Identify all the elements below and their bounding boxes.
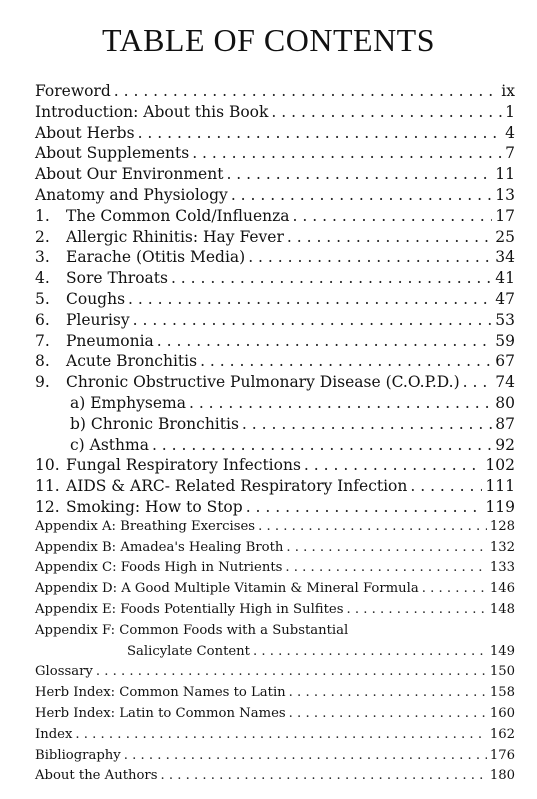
toc-entry-page-number: 133 xyxy=(489,560,515,576)
toc-entry-title: About Herbs xyxy=(35,123,135,142)
toc-entry-title: The Common Cold/Influenza xyxy=(66,206,290,225)
toc-entry-page-number: 158 xyxy=(489,685,515,701)
toc-entry-title: Earache (Otitis Media) xyxy=(66,248,246,267)
toc-entry-page-number: 41 xyxy=(495,269,515,288)
toc-entry xyxy=(35,436,515,457)
toc-entry-title: Chronic Obstructive Pulmonary Disease (C.O.P.D.) xyxy=(66,373,460,392)
toc-entry-title: Coughs xyxy=(66,289,126,308)
toc-entry xyxy=(35,332,515,353)
toc-entry-number: 7. xyxy=(35,331,50,350)
toc-entry-title: c) Asthma xyxy=(70,435,149,454)
toc-entry-title: Bibliography xyxy=(35,747,121,763)
toc-entry-page-number: 17 xyxy=(495,206,515,225)
toc-entry-title: Acute Bronchitis xyxy=(66,352,198,371)
toc-entry-page-number: 80 xyxy=(495,393,515,412)
toc-entry xyxy=(35,498,515,519)
dot-leader xyxy=(289,706,487,721)
toc-entry-number: 2. xyxy=(35,227,50,246)
toc-entry-number: 10. xyxy=(35,456,60,475)
dot-leader xyxy=(75,727,486,742)
toc-entry-number: 4. xyxy=(35,269,50,288)
toc-entry-page-number: 148 xyxy=(489,601,515,617)
toc-entry-title: Smoking: How to Stop xyxy=(66,497,243,516)
dot-leader xyxy=(192,144,502,162)
toc-entry xyxy=(35,124,515,145)
toc-entry xyxy=(35,415,515,436)
toc-entry xyxy=(35,685,515,706)
toc-entry-number: 8. xyxy=(35,352,50,371)
dot-leader xyxy=(152,436,492,454)
dot-leader xyxy=(96,664,487,679)
toc-entry-page-number: 4 xyxy=(505,123,515,142)
toc-entry xyxy=(35,103,515,124)
toc-entry xyxy=(35,644,515,665)
toc-entry xyxy=(35,144,515,165)
toc-entry-title: Allergic Rhinitis: Hay Fever xyxy=(66,227,284,246)
toc-entry-page-number: 149 xyxy=(489,643,515,659)
toc-entry-title: Appendix D: A Good Multiple Vitamin & Mineral Formula xyxy=(35,581,419,597)
toc-entry xyxy=(35,560,515,581)
toc-entry-page-number: 128 xyxy=(489,518,515,534)
toc-entry xyxy=(35,540,515,561)
dot-leader xyxy=(128,290,492,308)
toc-entry xyxy=(35,186,515,207)
toc-entry-page-number: 180 xyxy=(489,768,515,784)
dot-leader xyxy=(246,498,483,516)
toc-entry xyxy=(35,290,515,311)
dot-leader xyxy=(289,685,487,700)
toc-entry-title: About Supplements xyxy=(35,144,190,163)
toc-entry-page-number: 53 xyxy=(495,310,515,329)
toc-entry xyxy=(35,519,515,540)
dot-leader xyxy=(133,311,493,329)
toc-entry-number: 6. xyxy=(35,310,50,329)
dot-leader xyxy=(124,748,487,763)
toc-entry xyxy=(35,706,515,727)
toc-entry-page-number: 162 xyxy=(489,726,515,742)
toc-entry xyxy=(35,248,515,269)
toc-entry xyxy=(35,664,515,685)
dot-leader xyxy=(138,124,503,142)
toc-entry xyxy=(35,581,515,602)
toc-entry-title: Pleurisy xyxy=(66,310,130,329)
dot-leader xyxy=(346,602,486,617)
toc-entry-title: Appendix C: Foods High in Nutrients xyxy=(35,560,283,576)
toc-entry-title: Anatomy and Physiology xyxy=(35,185,228,204)
dot-leader xyxy=(422,581,487,596)
toc-entry-page-number: 119 xyxy=(485,497,515,516)
toc-entry xyxy=(35,82,515,103)
toc-entry xyxy=(35,207,515,228)
dot-leader xyxy=(161,768,487,783)
dot-leader xyxy=(293,207,493,225)
toc-entry xyxy=(35,165,515,186)
toc-entry xyxy=(35,269,515,290)
page-title: TABLE OF CONTENTS xyxy=(101,22,436,58)
toc-entry-page-number: 150 xyxy=(489,664,515,680)
toc-entry-title: Index xyxy=(35,726,73,742)
toc-entry-title: Introduction: About this Book xyxy=(35,102,269,121)
dot-leader xyxy=(271,103,502,121)
toc-entry-page-number: ix xyxy=(501,82,515,100)
toc-entry-title: Appendix B: Amadea's Healing Broth xyxy=(35,539,284,555)
toc-entry xyxy=(35,228,515,249)
toc-entry-page-number: 74 xyxy=(495,373,515,392)
toc-entry xyxy=(35,311,515,332)
toc-entry-number: 12. xyxy=(35,497,60,516)
toc-entry-page-number: 47 xyxy=(495,289,515,308)
toc-entry xyxy=(35,727,515,748)
dot-leader xyxy=(286,540,486,555)
dot-leader xyxy=(258,519,487,534)
dot-leader xyxy=(253,644,487,659)
dot-leader xyxy=(242,415,492,433)
dot-leader xyxy=(157,332,492,350)
toc-entry-title: Sore Throats xyxy=(66,269,168,288)
toc-entry-page-number: 132 xyxy=(489,539,515,555)
dot-leader xyxy=(189,394,492,412)
toc-entry xyxy=(35,623,515,644)
toc-entry-title: Pneumonia xyxy=(66,331,154,350)
toc-entry-title: Foreword xyxy=(35,82,111,100)
toc-entry-page-number: 13 xyxy=(495,185,515,204)
toc-entry-title: Herb Index: Latin to Common Names xyxy=(35,705,286,721)
toc-entry xyxy=(35,748,515,769)
toc-entry-title: Herb Index: Common Names to Latin xyxy=(35,685,286,701)
toc-entry-title: Appendix E: Foods Potentially High in Sulfites xyxy=(35,601,344,617)
toc-entry-number: 9. xyxy=(35,373,50,392)
toc-entry xyxy=(35,352,515,373)
toc-entry-title: Glossary xyxy=(35,664,93,680)
toc-entry-title: Salicylate Content xyxy=(127,643,250,659)
dot-leader xyxy=(171,269,492,287)
toc-entry-page-number: 92 xyxy=(495,435,515,454)
toc-entry-title: About Our Environment xyxy=(35,165,224,184)
toc-entry-title: Appendix A: Breathing Exercises xyxy=(35,518,256,534)
toc-entry-page-number: 34 xyxy=(495,248,515,267)
toc-entry-number: 3. xyxy=(35,248,50,267)
toc-entry-page-number: 160 xyxy=(489,705,515,721)
toc-entry xyxy=(35,456,515,477)
toc-entry-title: b) Chronic Bronchitis xyxy=(70,414,239,433)
toc-entry-page-number: 67 xyxy=(495,352,515,371)
toc-entry xyxy=(35,477,515,498)
dot-leader xyxy=(410,477,482,495)
toc-entry xyxy=(35,394,515,415)
toc-entry-page-number: 11 xyxy=(495,165,515,184)
toc-entry-number: 1. xyxy=(35,206,50,225)
dot-leader xyxy=(463,373,493,391)
dot-leader xyxy=(231,186,492,204)
toc-entry-title: About the Authors xyxy=(35,768,158,784)
toc-entry-page-number: 1 xyxy=(505,102,515,121)
toc-entry-title: Appendix F: Common Foods with a Substantial xyxy=(35,622,349,638)
toc-entry-number: 11. xyxy=(35,477,60,496)
toc-entry-page-number: 87 xyxy=(495,414,515,433)
toc-entry xyxy=(35,373,515,394)
toc-entry-page-number: 176 xyxy=(489,747,515,763)
table-of-contents xyxy=(35,82,515,789)
dot-leader xyxy=(226,165,492,183)
toc-entry-page-number: 59 xyxy=(495,331,515,350)
dot-leader xyxy=(114,82,499,100)
toc-entry-title: Fungal Respiratory Infections xyxy=(66,456,301,475)
toc-entry-page-number: 111 xyxy=(485,477,515,496)
toc-entry-page-number: 25 xyxy=(495,227,515,246)
toc-entry-title: a) Emphysema xyxy=(70,393,186,412)
toc-entry xyxy=(35,602,515,623)
dot-leader xyxy=(304,456,483,474)
dot-leader xyxy=(248,248,492,266)
toc-entry xyxy=(35,768,515,789)
toc-entry-number: 5. xyxy=(35,289,50,308)
toc-entry-title: AIDS & ARC- Related Respiratory Infection xyxy=(66,477,408,496)
toc-entry-page-number: 146 xyxy=(489,581,515,597)
toc-entry-page-number: 7 xyxy=(505,144,515,163)
dot-leader xyxy=(287,228,492,246)
toc-entry-page-number: 102 xyxy=(485,456,515,475)
dot-leader xyxy=(200,352,492,370)
dot-leader xyxy=(285,560,486,575)
